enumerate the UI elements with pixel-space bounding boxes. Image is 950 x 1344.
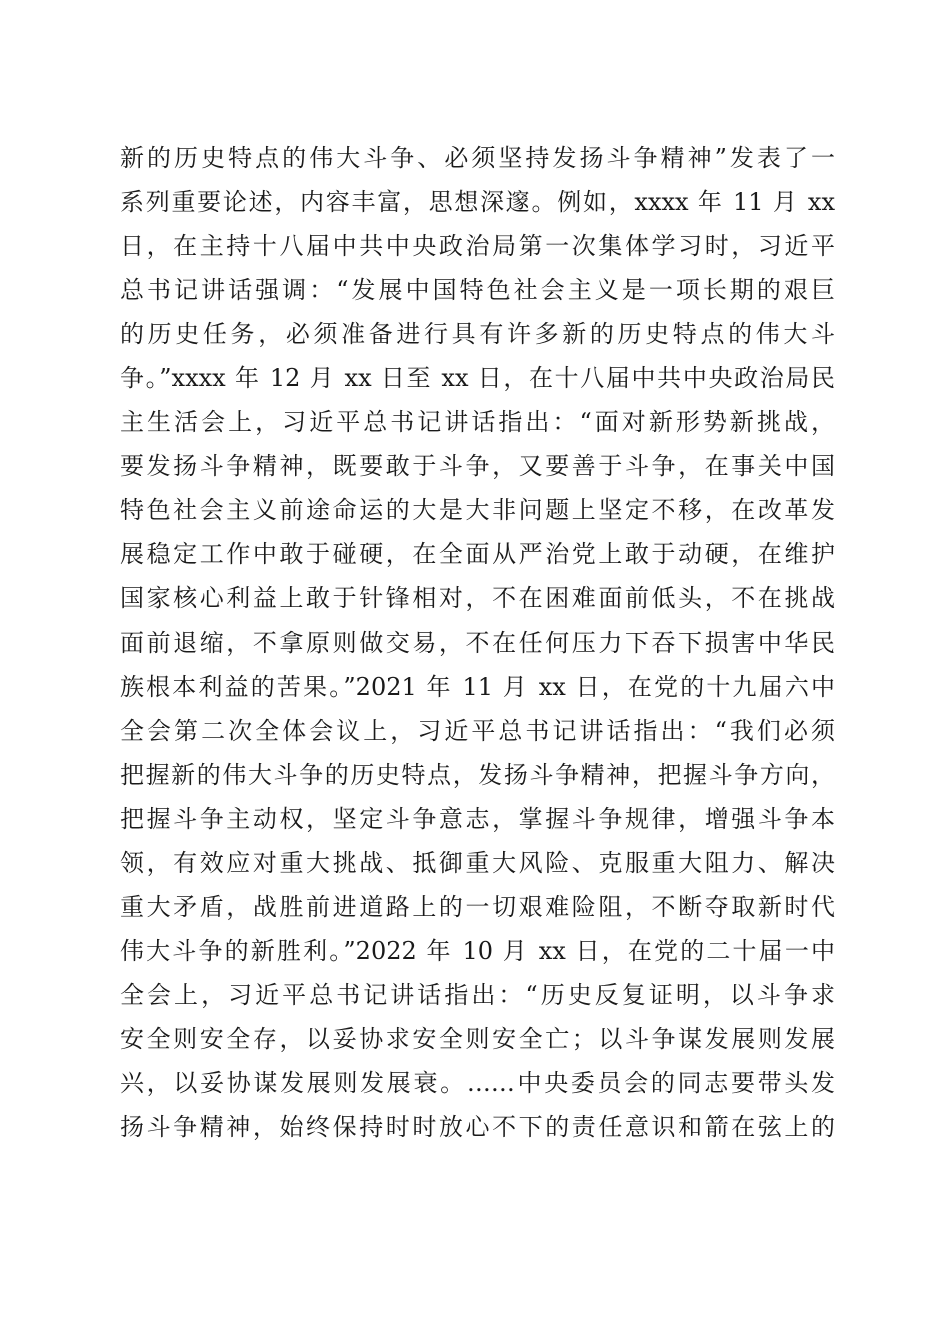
text-line: 国家核心利益上敢于针锋相对，不在困难面前低头，不在挑战 [120, 584, 835, 613]
body-paragraph [120, 136, 835, 1149]
text-line: 把握新的伟大斗争的历史特点，发扬斗争精神，把握斗争方向， [120, 760, 835, 789]
text-line: 扬斗争精神，始终保持时时放心不下的责任意识和箭在弦上的 [120, 1113, 835, 1142]
text-line: 兴，以妥协谋发展则发展衰。……中央委员会的同志要带头发 [120, 1068, 835, 1097]
text-line: 领，有效应对重大挑战、抵御重大风险、克服重大阻力、解决 [120, 848, 835, 877]
text-line: 面前退缩，不拿原则做交易，不在任何压力下吞下损害中华民 [120, 628, 835, 657]
text-line: 伟大斗争的新胜利。”2022 年 10 月 xx 日，在党的二十届一中 [120, 936, 835, 965]
text-line: 的历史任务，必须准备进行具有许多新的历史特点的伟大斗 [120, 320, 835, 349]
text-line: 争。”xxxx 年 12 月 xx 日至 xx 日，在十八届中共中央政治局民 [120, 364, 835, 393]
text-line: 族根本利益的苦果。”2021 年 11 月 xx 日，在党的十九届六中 [120, 672, 835, 701]
text-line: 安全则安全存，以妥协求安全则安全亡；以斗争谋发展则发展 [120, 1024, 835, 1053]
text-line: 重大矛盾，战胜前进道路上的一切艰难险阻，不断夺取新时代 [120, 892, 835, 921]
text-line: 展稳定工作中敢于碰硬，在全面从严治党上敢于动硬，在维护 [120, 540, 835, 569]
text-line: 全会上，习近平总书记讲话指出：“历史反复证明，以斗争求 [120, 980, 835, 1009]
text-line: 主生活会上，习近平总书记讲话指出：“面对新形势新挑战， [120, 408, 835, 437]
text-line: 特色社会主义前途命运的大是大非问题上坚定不移，在改革发 [120, 496, 835, 525]
text-line: 新的历史特点的伟大斗争、必须坚持发扬斗争精神”发表了一 [120, 144, 835, 172]
text-line: 要发扬斗争精神，既要敢于斗争，又要善于斗争，在事关中国 [120, 452, 835, 481]
text-line: 系列重要论述，内容丰富，思想深邃。例如，xxxx 年 11 月 xx [120, 188, 835, 217]
text-line: 总书记讲话强调：“发展中国特色社会主义是一项长期的艰巨 [120, 276, 835, 305]
text-line: 全会第二次全体会议上，习近平总书记讲话指出：“我们必须 [120, 716, 835, 745]
text-line: 日，在主持十八届中共中央政治局第一次集体学习时，习近平 [120, 232, 835, 261]
text-line: 把握斗争主动权，坚定斗争意志，掌握斗争规律，增强斗争本 [120, 804, 835, 833]
